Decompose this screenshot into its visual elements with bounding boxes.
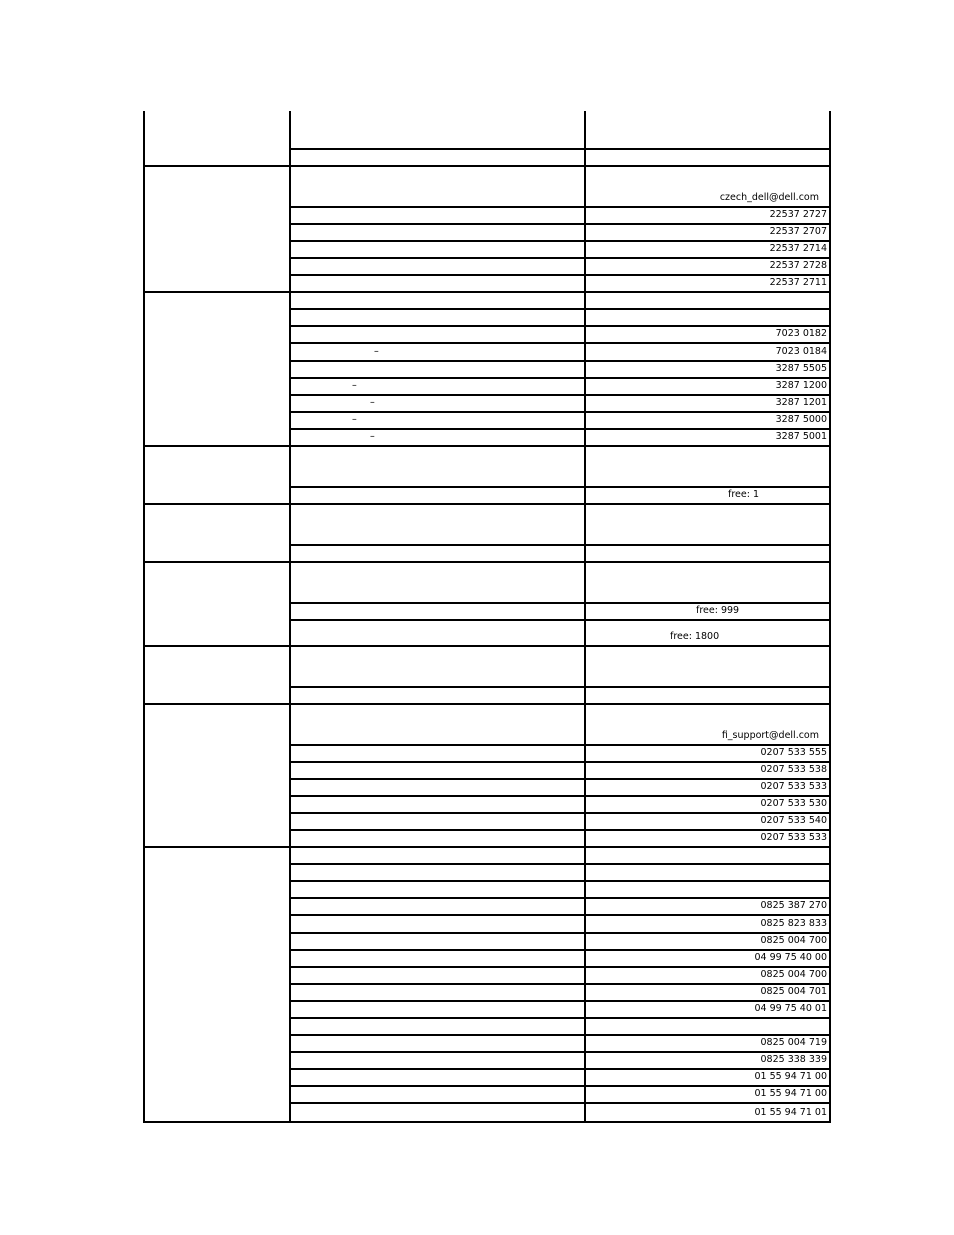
phone-number-cell: free: 1: [728, 489, 759, 500]
row-separator: [289, 1000, 831, 1002]
row-separator: [289, 932, 831, 934]
phone-number-cell: 04 99 75 40 00: [754, 952, 827, 963]
email-cell: czech_dell@dell.com: [719, 192, 819, 203]
row-separator: [289, 983, 831, 985]
group-separator: [143, 561, 831, 563]
phone-number-cell: 04 99 75 40 01: [754, 1003, 827, 1014]
phone-number-cell: 01 55 94 71 00: [754, 1071, 827, 1082]
row-separator: [289, 394, 831, 396]
contact-cell: –: [352, 380, 357, 391]
row-separator: [289, 602, 831, 604]
phone-number-cell: 0825 004 700: [760, 969, 827, 980]
phone-number-cell: 7023 0184: [775, 346, 827, 357]
phone-number-cell: free: 999: [696, 605, 740, 616]
row-separator: [289, 1102, 831, 1104]
group-separator: [143, 503, 831, 505]
row-separator: [289, 428, 831, 430]
phone-number-cell: 0825 387 270: [760, 900, 827, 911]
row-separator: [289, 686, 831, 688]
phone-number-cell: 0825 338 339: [760, 1054, 827, 1065]
phone-number-cell: free: 1800: [670, 631, 720, 642]
row-separator: [289, 795, 831, 797]
phone-number-cell: 7023 0182: [775, 328, 827, 339]
contact-cell: –: [370, 431, 375, 442]
row-separator: [289, 744, 831, 746]
row-separator: [289, 812, 831, 814]
row-separator: [289, 274, 831, 276]
row-separator: [289, 863, 831, 865]
phone-number-cell: 22537 2714: [769, 243, 827, 254]
row-separator: [289, 914, 831, 916]
contact-cell: –: [374, 346, 379, 357]
row-separator: [289, 223, 831, 225]
row-separator: [289, 880, 831, 882]
group-separator: [143, 645, 831, 647]
phone-number-cell: 0207 533 533: [760, 781, 827, 792]
phone-number-cell: 0207 533 530: [760, 798, 827, 809]
row-separator: [289, 1085, 831, 1087]
row-separator: [289, 342, 831, 344]
group-separator: [143, 291, 831, 293]
group-separator: [143, 165, 831, 167]
row-separator: [289, 325, 831, 327]
row-separator: [289, 619, 831, 621]
column-divider-country: [289, 111, 291, 1123]
phone-number-cell: 3287 5000: [775, 414, 827, 425]
row-separator: [289, 829, 831, 831]
phone-number-cell: 0207 533 533: [760, 832, 827, 843]
phone-number-cell: 3287 1201: [775, 397, 827, 408]
row-separator: [289, 1017, 831, 1019]
row-separator: [289, 486, 831, 488]
group-separator: [143, 1121, 831, 1123]
phone-number-cell: 3287 1200: [775, 380, 827, 391]
phone-number-cell: 0207 533 555: [760, 747, 827, 758]
row-separator: [289, 1034, 831, 1036]
phone-number-cell: 3287 5001: [775, 431, 827, 442]
contact-cell: –: [352, 414, 357, 425]
phone-number-cell: 01 55 94 71 00: [754, 1088, 827, 1099]
phone-number-cell: 0825 004 719: [760, 1037, 827, 1048]
row-separator: [289, 1051, 831, 1053]
column-divider-number: [584, 111, 586, 1123]
row-separator: [289, 308, 831, 310]
phone-number-cell: 22537 2707: [769, 226, 827, 237]
row-separator: [289, 360, 831, 362]
row-separator: [289, 377, 831, 379]
phone-number-cell: 01 55 94 71 01: [754, 1107, 827, 1118]
phone-number-cell: 0825 823 833: [760, 918, 827, 929]
group-separator: [143, 445, 831, 447]
phone-number-cell: 3287 5505: [775, 363, 827, 374]
row-separator: [289, 949, 831, 951]
phone-number-cell: 0825 004 700: [760, 935, 827, 946]
row-separator: [289, 148, 831, 150]
email-cell: fi_support@dell.com: [721, 730, 819, 741]
column-divider-right: [829, 111, 831, 1123]
group-separator: [143, 703, 831, 705]
row-separator: [289, 778, 831, 780]
column-divider-left: [143, 111, 145, 1123]
row-separator: [289, 240, 831, 242]
group-separator: [143, 846, 831, 848]
phone-number-cell: 0207 533 538: [760, 764, 827, 775]
row-separator: [289, 1068, 831, 1070]
phone-number-cell: 0825 004 701: [760, 986, 827, 997]
phone-number-cell: 22537 2728: [769, 260, 827, 271]
row-separator: [289, 257, 831, 259]
row-separator: [289, 761, 831, 763]
row-separator: [289, 206, 831, 208]
row-separator: [289, 897, 831, 899]
contact-cell: –: [370, 397, 375, 408]
phone-number-cell: 22537 2711: [769, 277, 827, 288]
row-separator: [289, 411, 831, 413]
phone-number-cell: 22537 2727: [769, 209, 827, 220]
row-separator: [289, 544, 831, 546]
phone-number-cell: 0207 533 540: [760, 815, 827, 826]
row-separator: [289, 966, 831, 968]
